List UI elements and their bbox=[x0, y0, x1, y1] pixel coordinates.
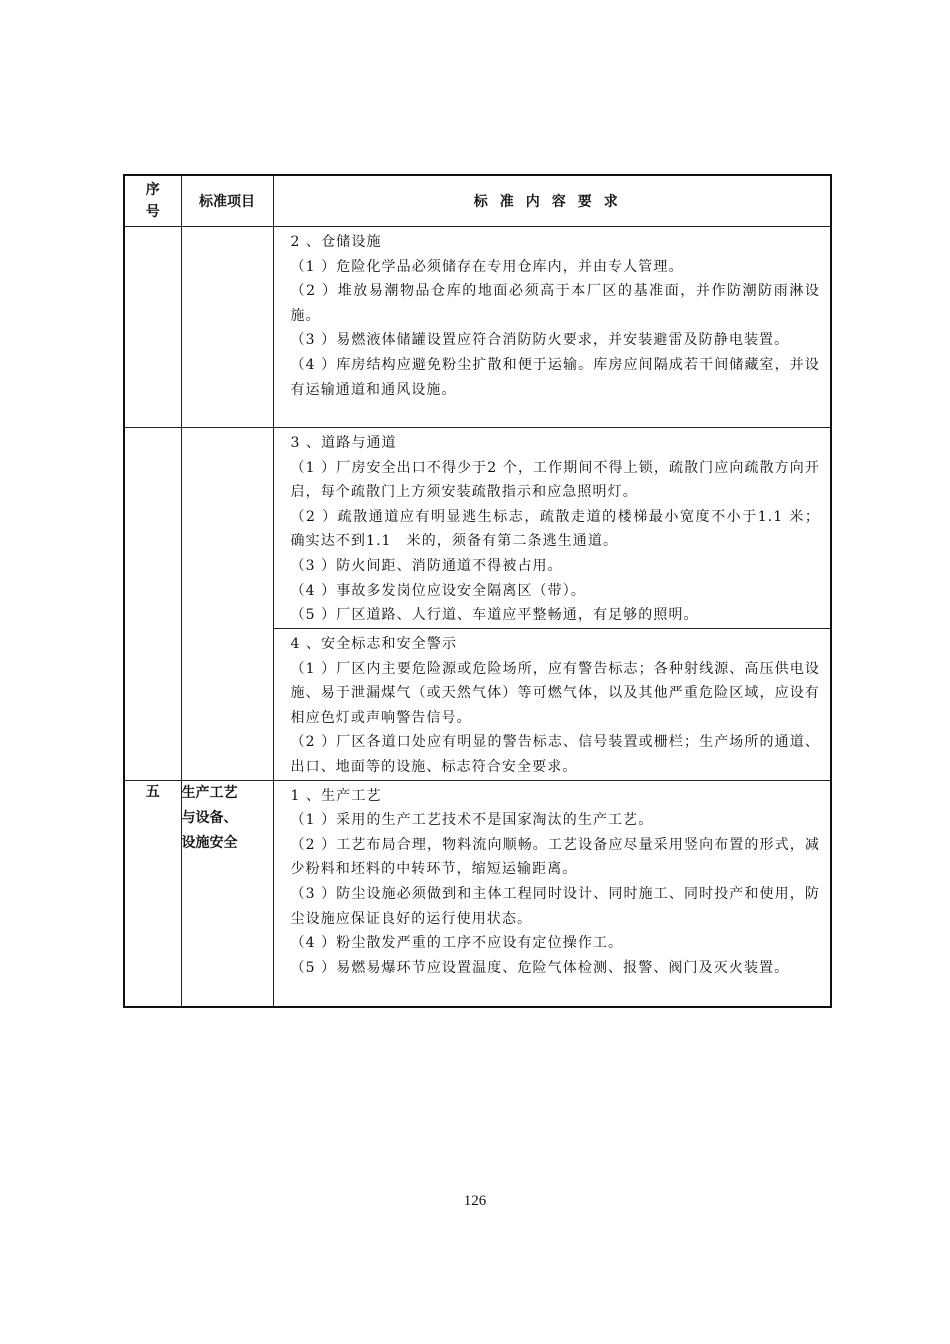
content-line: 3 、道路与通道 bbox=[290, 435, 397, 451]
table-header-row bbox=[124, 175, 831, 227]
table-row bbox=[124, 780, 831, 1007]
row-content bbox=[273, 227, 831, 428]
row-item bbox=[181, 780, 273, 1007]
item-line: 生产工艺 bbox=[181, 784, 238, 801]
content-line: （1 ）厂区内主要危险源或危险场所，应有警告标志；各种射线源、高压供电设施、易于泄漏煤气（或天然气体）等可燃气体，以及其他严重危险区域，应设有相应色灯或声响警告信号。 bbox=[290, 660, 820, 726]
content-line: 1 、生产工艺 bbox=[290, 787, 382, 804]
row-seq: 五 bbox=[124, 780, 181, 1007]
row-content bbox=[273, 629, 831, 781]
content-line: （2 ）工艺布局合理，物料流向顺畅。工艺设备应尽量采用竖向布置的形式，减少粉料和坯料的中转环节，缩短运输距离。 bbox=[290, 836, 820, 878]
table-row bbox=[124, 227, 831, 428]
content-line: 4 、安全标志和安全警示 bbox=[290, 636, 458, 652]
row-item bbox=[181, 227, 273, 428]
content-line: （2 ）疏散通道应有明显逃生标志，疏散走道的楼梯最小宽度不小于1.1 米；确实达不到1.1 米的，须备有第二条逃生通道。 bbox=[290, 508, 820, 550]
content-line: （4 ）粉尘散发严重的工序不应设有定位操作工。 bbox=[290, 935, 624, 952]
content-line: （2 ）堆放易潮物品仓库的地面必须高于本厂区的基准面，并作防潮防雨淋设施。 bbox=[290, 283, 820, 324]
content-line: 2 、仓储设施 bbox=[290, 234, 382, 250]
content-line: （5 ）易燃易爆环节应设置温度、危险气体检测、报警、阀门及灭火装置。 bbox=[290, 959, 790, 976]
header-seq: 序号 bbox=[124, 175, 181, 227]
content-line: （2 ）厂区各道口处应有明显的警告标志、信号装置或栅栏；生产场所的通道、出口、地面等的设施、标志符合安全要求。 bbox=[290, 734, 820, 775]
header-item: 标准项目 bbox=[181, 175, 273, 227]
content-line: （3 ）防尘设施必须做到和主体工程同时设计、同时施工、同时投产和使用，防尘设施应保证良好的运行使用状态。 bbox=[290, 885, 820, 927]
item-line: 与设备、 bbox=[181, 809, 238, 826]
page-number: 126 bbox=[463, 1193, 487, 1209]
content-line: （3 ）易燃液体储罐设置应符合消防防火要求，并安装避雷及防静电装置。 bbox=[290, 332, 790, 349]
row-content bbox=[273, 780, 831, 1007]
item-line: 设施安全 bbox=[181, 834, 238, 851]
row-content bbox=[273, 428, 831, 629]
content-line: （1 ）危险化学品必须储存在专用仓库内，并由专人管理。 bbox=[290, 258, 684, 275]
content-line: （1 ）采用的生产工艺技术不是国家淘汰的生产工艺。 bbox=[290, 812, 654, 829]
table-row bbox=[124, 428, 831, 629]
content-line: （3 ）防火间距、消防通道不得被占用。 bbox=[290, 557, 563, 574]
standards-table bbox=[123, 174, 832, 1008]
row-item bbox=[181, 428, 273, 781]
content-line: （1 ）厂房安全出口不得少于2 个，工作期间不得上锁，疏散门应向疏散方向开启，每个疏散门上方须安装疏散指示和应急照明灯。 bbox=[290, 459, 820, 501]
content-line: （4 ）事故多发岗位应设安全隔离区（带）。 bbox=[290, 582, 586, 599]
row-seq bbox=[124, 428, 181, 781]
content-line: （5 ）厂区道路、人行道、车道应平整畅通，有足够的照明。 bbox=[290, 607, 699, 624]
row-seq bbox=[124, 227, 181, 428]
content-line: （4 ）库房结构应避免粉尘扩散和便于运输。库房应间隔成若干间储藏室，并设有运输通道和通风设施。 bbox=[290, 356, 820, 398]
header-requirements: 标准内容要求 bbox=[273, 175, 831, 227]
